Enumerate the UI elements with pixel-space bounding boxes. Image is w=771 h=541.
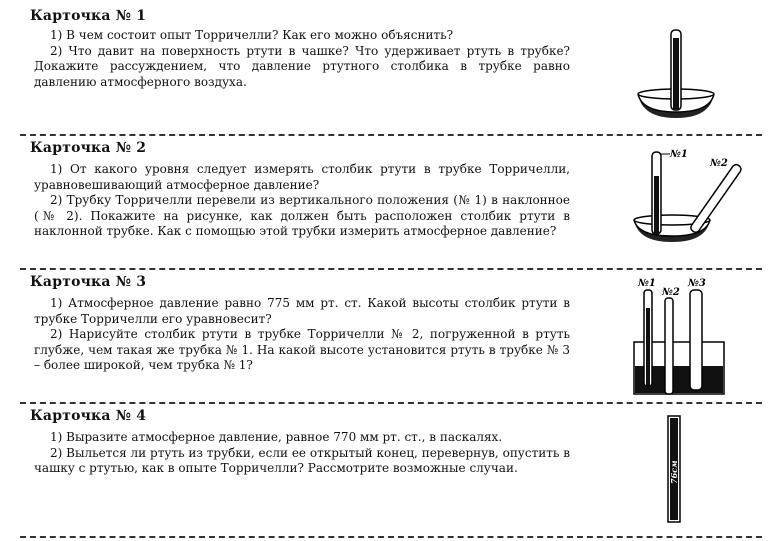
question-2: 2) Нарисуйте столбик ртути в трубке Торричелли № 2, погруженной в ртуть глубже, чем такая же трубка № 1. На какой высоте установится ртуть в трубке № 3 – более широкой, чем трубка № 1? (34, 327, 570, 372)
height-label: 76см (669, 460, 679, 484)
tilted-tube-figure (632, 146, 744, 246)
card-title: Карточка № 2 (30, 140, 147, 156)
card-questions (34, 430, 570, 477)
question-1: 1) От какого уровня следует измерять столбик ртути в трубке Торричелли, уравновешивающий атмосферное давление? (34, 162, 570, 192)
card-questions (34, 162, 570, 240)
question-2: 2) Что давит на поверхность ртути в чашке? Что удерживает ртуть в трубке? Докажите рассуждением, что давление ртутного столбика в трубке равно давлению атмосферного воздуха. (34, 43, 570, 89)
card-4 (20, 406, 765, 536)
question-1: 1) Атмосферное давление равно 775 мм рт. ст. Какой высоты столбик ртути в трубке Торричелли его уравновесит? (34, 296, 570, 326)
question-2: 2) Трубку Торричелли перевели из вертикального положения (№ 1) в наклонное (№ 2). Покажите на рисунке, как должен быть расположен столбик ртути в наклонной трубке. Как с помощью этой трубки измерить атмосферное давление? (34, 193, 570, 238)
tube-2-label: №2 (662, 287, 680, 298)
tube-76cm-figure (664, 414, 684, 526)
card-questions (34, 28, 570, 90)
question-2: 2) Выльется ли ртуть из трубки, если ее открытый конец, перевернув, опустить в чашку с ртутью, как в опыте Торричелли? Рассмотрите возможные случаи. (34, 445, 570, 475)
tube-1-label: №1 (670, 149, 688, 160)
card-questions (34, 296, 570, 374)
card-divider (20, 536, 762, 538)
card-title: Карточка № 3 (30, 274, 147, 290)
question-1: 1) В чем состоит опыт Торричелли? Как его можно объяснить? (50, 28, 454, 42)
tube-2-label: №2 (710, 158, 728, 169)
torricelli-tube-figure (636, 26, 716, 122)
tube-3-label: №3 (688, 278, 706, 289)
question-1: 1) Выразите атмосферное давление, равное 770 мм рт. ст., в паскалях. (50, 430, 503, 444)
tube-1-label: №1 (638, 278, 656, 289)
card-title: Карточка № 4 (30, 408, 147, 424)
card-title: Карточка № 1 (30, 8, 147, 24)
card-divider (20, 268, 762, 270)
card-divider (20, 134, 762, 136)
three-tubes-figure (630, 278, 730, 398)
card-divider (20, 402, 762, 404)
